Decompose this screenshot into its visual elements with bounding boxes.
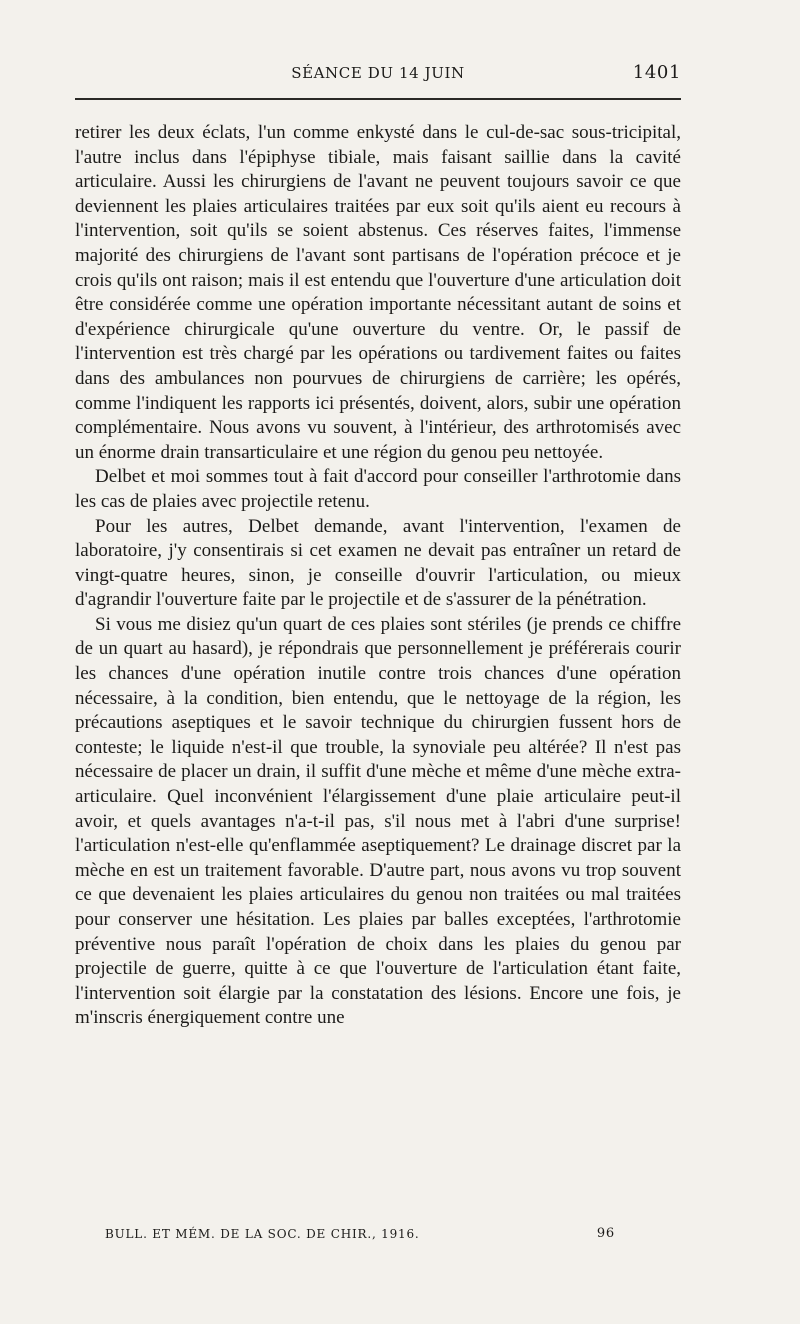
body-text <box>75 121 681 1031</box>
page <box>75 62 681 1031</box>
signature-mark: 96 <box>596 1226 615 1241</box>
running-title: SÉANCE DU 14 JUIN <box>291 64 465 82</box>
journal-reference: BULL. ET MÉM. DE LA SOC. DE CHIR., 1916. <box>105 1227 420 1241</box>
paragraph: Pour les autres, Delbet demande, avant l'intervention, l'examen de laboratoire, j'y consentirais si cet examen ne devait pas entraîner un retard de vingt-quatre heures, sinon, je conseille d'ouvrir l'articulation, ou mieux d'agrandir l'ouverture faite par le projectile et de s'assurer de la pénétration. <box>75 515 681 611</box>
running-head <box>75 62 681 92</box>
paragraph: Si vous me disiez qu'un quart de ces plaies sont stériles (je prends ce chiffre de un quart au hasard), je répondrais que personnellement je préférerais courir les chances d'une opération inutile contre trois chances d'une opération nécessaire, à la condition, bien entendu, que le nettoyage de la région, les précautions aseptiques et le savoir technique du chirurgien fussent hors de conteste; le liquide n'est-il que trouble, la synoviale peu altérée? Il n'est pas nécessaire de placer un drain, il suffit d'une mèche et même d'une mèche extra-articulaire. Quel inconvénient l'élargissement d'une plaie articulaire peut-il avoir, et quels avantages n'a-t-il pas, s'il nous met à l'abri d'une surprise! l'articulation n'est-elle qu'enflammée aseptiquement? Le drainage discret par la mèche en est un traitement favorable. D'autre part, nous avons vu trop souvent ce que devenaient les plaies articulaires du genou non traitées ou mal traitées pour conserver une hésitation. Les plaies par balles exceptées, l'arthrotomie préventive nous paraît l'opération de choix dans les plaies du genou par projectile de guerre, quitte à ce que l'ouverture de l'articulation étant faite, l'intervention soit élargie par la constatation des lésions. Encore une fois, je m'inscris énergiquement contre une <box>75 613 681 1029</box>
header-rule <box>75 98 681 100</box>
paragraph-continued: retirer les deux éclats, l'un comme enkysté dans le cul-de-sac sous-tricipital, l'autre inclus dans l'épiphyse tibiale, mais faisant saillie dans la cavité articulaire. Aussi les chirurgiens de l'avant ne peuvent toujours savoir ce que deviennent les plaies articulaires traitées par eux soit qu'ils aient eu recours à l'intervention, soit qu'ils se soient abstenus. Ces réserves faites, l'immense majorité des chirurgiens de l'avant sont partisans de l'opération précoce et je crois qu'ils ont raison; mais il est entendu que l'ouverture d'une articulation doit être considérée comme une opération importante nécessitant autant de soins et d'expérience chirurgicale qu'une ouverture du ventre. Or, le passif de l'intervention est très chargé par les opérations ou tardivement faites ou faites dans des ambulances non pourvues de chirurgiens de carrière; les opérés, comme l'indiquent les rapports ici présentés, doivent, alors, subir une opération complémentaire. Nous avons vu souvent, à l'intérieur, des arthrotomisés avec un énorme drain transarticulaire et une région du genou peu nettoyée. <box>75 122 681 463</box>
page-number: 1401 <box>632 62 681 83</box>
paragraph: Delbet et moi sommes tout à fait d'accord pour conseiller l'arthrotomie dans les cas de plaies avec projectile retenu. <box>75 466 681 512</box>
